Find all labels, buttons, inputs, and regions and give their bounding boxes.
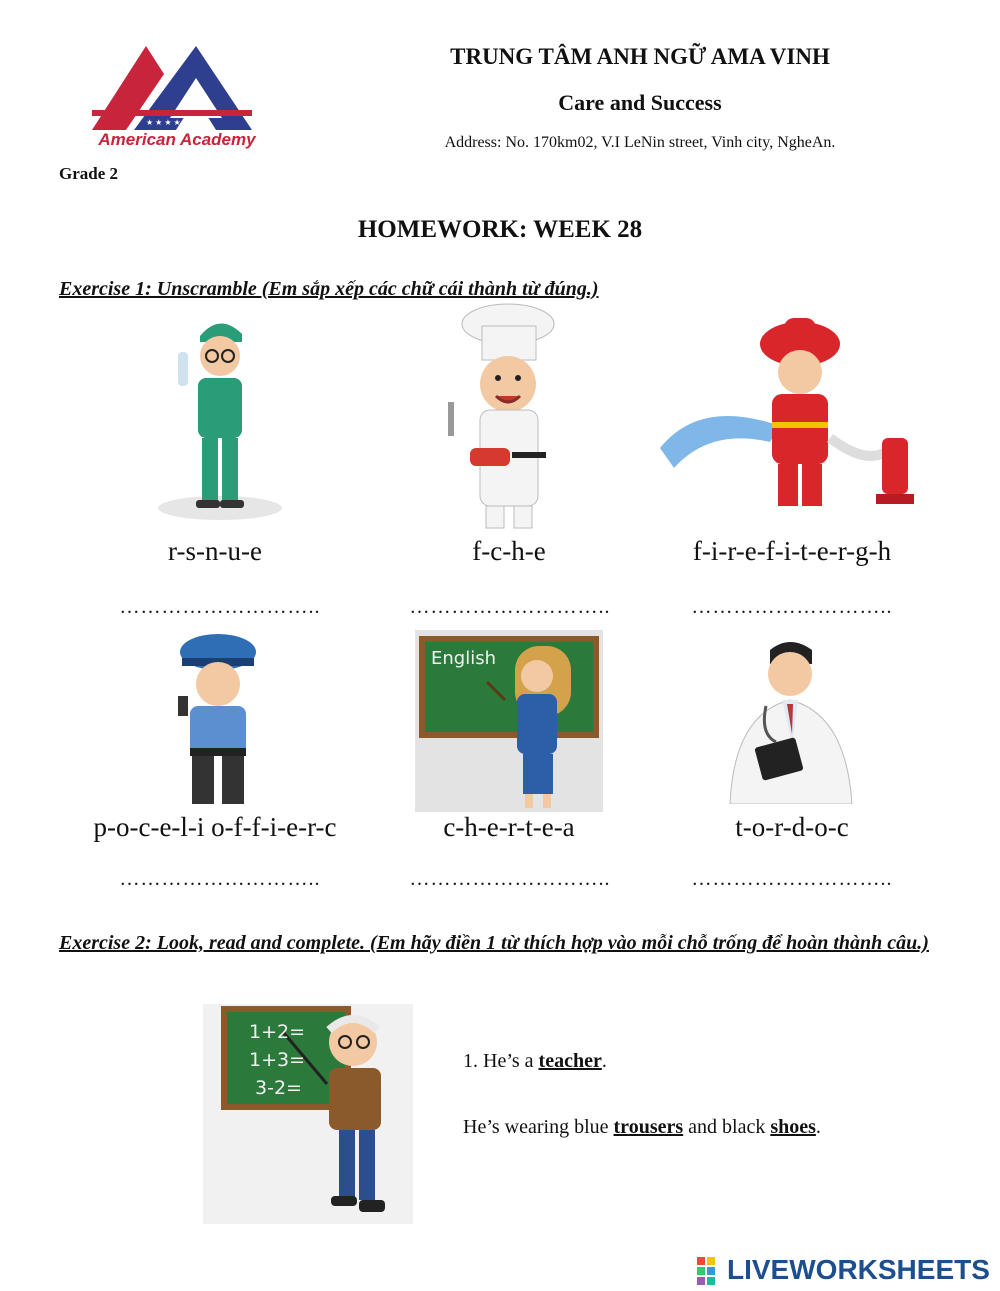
- board-line-3: 3-2=: [255, 1077, 302, 1099]
- scrambled-word-1: r-s-n-u-e: [168, 536, 262, 566]
- address: Address: No. 170km02, V.I LeNin street, Vinh city, NgheAn.: [444, 134, 836, 151]
- sentence-1-suffix: .: [601, 1050, 607, 1072]
- firefighter-picture: [660, 318, 922, 514]
- answer-blank-6[interactable]: ………………………..: [691, 868, 893, 890]
- answer-teacher[interactable]: teacher: [538, 1050, 602, 1072]
- answer-blank-5[interactable]: ………………………..: [409, 868, 611, 890]
- sentence-2-prefix: He’s wearing blue: [463, 1116, 614, 1138]
- liveworksheets-logo[interactable]: [697, 1253, 997, 1287]
- scrambled-word-3: f-i-r-e-f-i-t-e-r-g-h: [692, 536, 892, 566]
- sentence-2-suffix: .: [815, 1116, 821, 1138]
- center-name: TRUNG TÂM ANH NGỮ AMA VINH: [450, 44, 830, 69]
- answer-blank-4[interactable]: ………………………..: [119, 868, 321, 890]
- academy-logo: [86, 38, 258, 158]
- sentence-1: [463, 1050, 607, 1073]
- sentence-2: [463, 1116, 821, 1139]
- answer-blank-2[interactable]: ………………………..: [409, 596, 611, 618]
- scrambled-word-5: c-h-e-r-t-e-a: [443, 812, 575, 842]
- liveworksheets-icon: [697, 1257, 725, 1285]
- answer-blank-3[interactable]: ………………………..: [691, 596, 893, 618]
- answer-trousers[interactable]: trousers: [613, 1116, 684, 1138]
- answer-blank-1[interactable]: ………………………..: [119, 596, 321, 618]
- logo-text: American Academy: [98, 130, 256, 149]
- svg-text:★ ★ ★ ★ ★: ★ ★ ★ ★ ★: [146, 118, 190, 127]
- doctor-picture: [720, 634, 860, 804]
- grade-label: Grade 2: [59, 164, 119, 183]
- math-teacher-picture: [203, 1004, 413, 1224]
- page-title: HOMEWORK: WEEK 28: [357, 216, 643, 243]
- exercise1-title: Exercise 1: Unscramble (Em sắp xếp các chữ cái thành từ đúng.): [59, 278, 599, 300]
- police-officer-picture: [172, 630, 264, 810]
- exercise2-title: Exercise 2: Look, read and complete. (Em hãy điền 1 từ thích hợp vào mỗi chỗ trống để hoàn thành câu.): [59, 932, 929, 954]
- scrambled-word-2: f-c-h-e: [472, 536, 546, 566]
- board-line-2: 1+3=: [249, 1049, 306, 1071]
- liveworksheets-text: LIVEWORKSHEETS: [727, 1254, 990, 1285]
- sentence-1-prefix: 1. He’s a: [463, 1050, 539, 1072]
- board-line-1: 1+2=: [249, 1021, 306, 1043]
- chef-picture: [430, 302, 580, 534]
- scrambled-word-4: p-o-c-e-l-i o-f-f-i-e-r-c: [93, 812, 337, 842]
- sentence-2-middle: and black: [683, 1116, 771, 1138]
- slogan: Care and Success: [558, 90, 722, 115]
- answer-shoes[interactable]: shoes: [770, 1116, 816, 1138]
- nurse-picture: [150, 312, 290, 522]
- board-text: English: [431, 648, 496, 669]
- teacher-picture: [415, 630, 603, 812]
- scrambled-word-6: t-o-r-d-o-c: [735, 812, 849, 842]
